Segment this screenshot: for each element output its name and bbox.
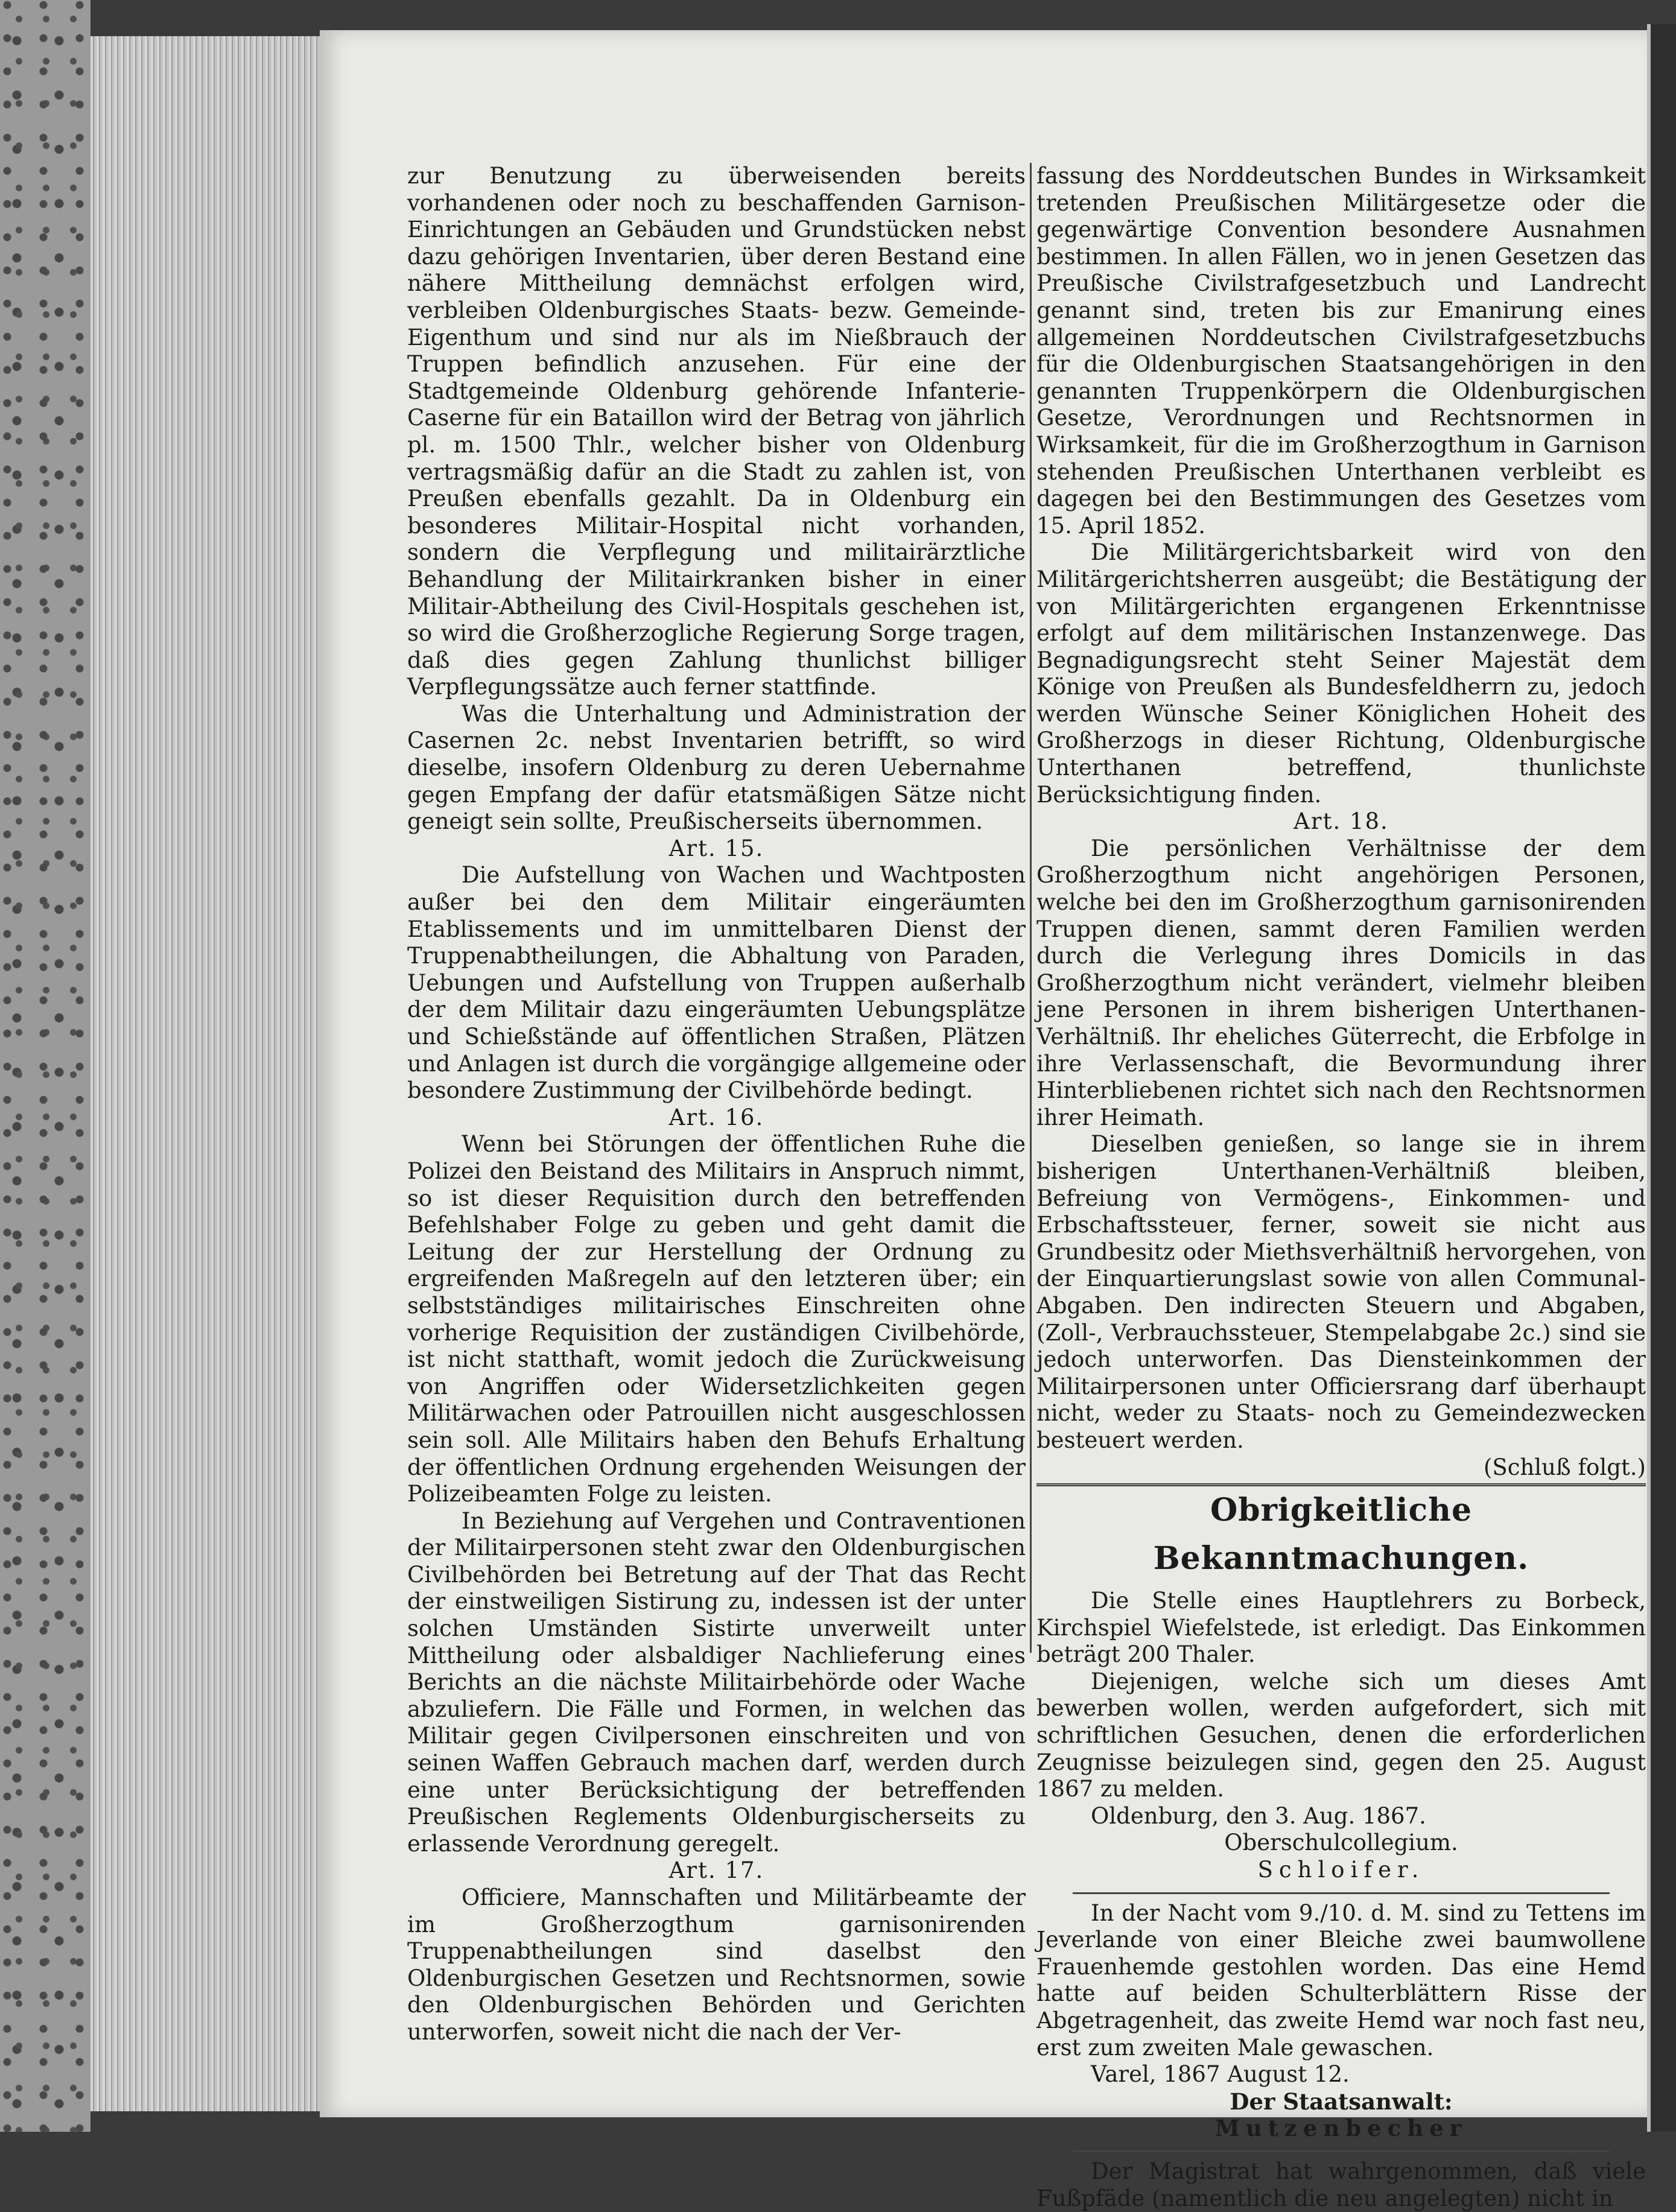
notice-authority: Oberschulcollegium.	[1224, 1830, 1458, 1856]
paragraph: In Beziehung auf Vergehen und Contraventionen der Militairpersonen steht zwar den Oldenburgischen Civilbehörden bei Betretung auf der That das Recht der einstweiligen Sistirung zu, indessen ist der unter solchen Umständen Sistirte unverweilt unter Mittheilung oder alsbaldiger Nachlieferung eines Berichts an die nächste Militairbehörde oder Wache abzuliefern. Die Fälle und Formen, in welchen das Militair gegen Civilpersonen einschreiten und von seinen Waffen Gebrauch machen darf, werden durch eine unter Berücksichtigung der betreffenden Preußischen Reglements Oldenburgischerseits zu erlassende Verordnung geregelt.	[407, 1507, 1026, 1857]
column-divider	[1030, 163, 1032, 1653]
notice-separator	[1073, 1892, 1610, 1894]
article-heading: Art. 18.	[1294, 808, 1389, 835]
paragraph: Die Aufstellung von Wachen und Wachtposten außer bei den dem Militair eingeräumten Etablissements und im unmittelbaren Dienst der Truppenabtheilungen, die Abhaltung von Paraden, Uebungen und Aufstellung von Truppen außerhalb der dem Militair dazu eingeräumten Uebungsplätze und Schießstände auf öffentlichen Straßen, Plätzen und Anlagen ist durch die vorgängige allgemeine oder besondere Zustimmung der Civilbehörde bedingt.	[407, 862, 1026, 1104]
notice-place-date: Varel, 1867 August 12.	[1091, 2061, 1350, 2088]
paragraph: Wenn bei Störungen der öffentlichen Ruhe die Polizei den Beistand des Militairs in Anspruch nimmt, so ist dieser Requisition durch den betreffenden Befehlshaber Folge zu geben und geht damit die Leitung der zur Herstellung der Ordnung zu ergreifenden Maßregeln auf den letzteren über; ein selbstständiges militairisches Einschreiten ohne vorherige Requisition der zuständigen Civilbehörde, ist nicht statthaft, womit jedoch die Zurückweisung von Angriffen oder Widersetzlichkeiten gegen Militärwachen oder Patrouillen nicht ausgeschlossen sein soll. Alle Militairs haben den Behufs Erhaltung der öffentlichen Ordnung ergehenden Weisungen der Polizeibeamten Folge zu leisten.	[407, 1131, 1026, 1507]
notice-authority: Der Staatsanwalt:	[1230, 2088, 1453, 2115]
paragraph: Was die Unterhaltung und Administration der Casernen 2c. nebst Inventarien betrifft, so wird dieselbe, insofern Oldenburg zu deren Uebernahme gegen Empfang der dafür etatsmäßigen Sätze nicht geneigt sein sollte, Preußischerseits übernommen.	[407, 700, 1026, 835]
paragraph: Die persönlichen Verhältnisse der dem Großherzogthum nicht angehörigen Personen, welche bei den im Großherzogthum garnisonirenden Truppen dienen, sammt deren Familien werden durch die Verlegung ihres Domicils in das Großherzogthum nicht verändert, vielmehr bleiben jene Personen in ihrem bisherigen Unterthanen-Verhältniß. Ihr eheliches Güterrecht, die Erbfolge in ihre Verlassenschaft, die Bevormundung ihrer Hinterbliebenen richtet sich nach den Rechtsnormen ihrer Heimath.	[1036, 835, 1646, 1130]
section-heading: Obrigkeitliche Bekanntmachungen.	[1036, 1483, 1646, 1583]
paragraph: fassung des Norddeutschen Bundes in Wirksamkeit tretenden Preußischen Militärgesetze oder die gegenwärtige Convention besondere Ausnahmen bestimmen. In allen Fällen, wo in jenen Gesetzen das Preußische Civilstrafgesetzbuch und Landrecht genannt sind, treten bis zur Emanirung eines allgemeinen Norddeutschen Civilstrafgesetzbuchs für die Oldenburgischen Staatsangehörigen in den genannten Truppenkörpern die Oldenburgischen Gesetze, Verordnungen und Rechtsnormen in Wirksamkeit, für die im Großherzogthum in Garnison stehenden Preußischen Unterthanen verbleibt es dagegen bei den Bestimmungen des Gesetzes vom 15. April 1852.	[1036, 163, 1646, 539]
right-column	[1036, 163, 1646, 2211]
paragraph: Officiere, Mannschaften und Militärbeamte der im Großherzogthum garnisonirenden Truppenabtheilungen sind daselbst den Oldenburgischen Gesetzen und Rechtsnormen, sowie den Oldenburgischen Behörden und Gerichten unterworfen, soweit nicht die nach der Ver-	[407, 1884, 1026, 2045]
book-spine	[0, 0, 90, 2132]
article-heading: Art. 17.	[668, 1857, 764, 1884]
left-column	[407, 163, 1026, 2081]
notice-separator	[1073, 2150, 1610, 2152]
notice-signature: Mutzenbecher	[1214, 2115, 1468, 2142]
notice-paragraph: In der Nacht vom 9./10. d. M. sind zu Tettens im Jeverlande von einer Bleiche zwei baumwollene Frauenhemde gestohlen worden. Das eine Hemd hatte auf beiden Schulterblättern Risse der Abgetragenheit, das zweite Hemd war noch fast neu, erst zum zweiten Male gewaschen.	[1036, 1900, 1646, 2061]
notice-signature: Schloifer.	[1257, 1857, 1425, 1883]
notice-paragraph: Diejenigen, welche sich um dieses Amt bewerben wollen, werden aufgefordert, sich mit schriftlichen Gesuchen, denen die erforderlichen Zeugnisse beizulegen sind, gegen den 25. August 1867 zu melden.	[1036, 1668, 1646, 1802]
paragraph: Dieselben genießen, so lange sie in ihrem bisherigen Unterthanen-Verhältniß bleiben, Befreiung von Vermögens-, Einkommen- und Erbschaftssteuer, ferner, soweit sie nicht aus Grundbesitz oder Miethsverhältniß hervorgehen, von der Einquartierungslast sowie von allen Communal-Abgaben. Den indirecten Steuern und Abgaben, (Zoll-, Verbrauchssteuer, Stempelabgabe 2c.) sind sie jedoch unterworfen. Das Diensteinkommen der Militairpersonen unter Officiersrang darf überhaupt nicht, weder zu Staats- noch zu Gemeindezwecken besteuert werden.	[1036, 1131, 1646, 1453]
paragraph: zur Benutzung zu überweisenden bereits vorhandenen oder noch zu beschaffenden Garnison-Einrichtungen an Gebäuden und Grundstücken nebst dazu gehörigen Inventarien, über deren Bestand eine nähere Mittheilung demnächst erfolgen wird, verbleiben Oldenburgisches Staats- bezw. Gemeinde-Eigenthum und sind nur als im Nießbrauch der Truppen befindlich anzusehen. Für eine der Stadtgemeinde Oldenburg gehörende Infanterie-Caserne für ein Bataillon wird der Betrag von jährlich pl. m. 1500 Thlr., welcher bisher von Oldenburg vertragsmäßig dafür an die Stadt zu zahlen ist, von Preußen ebenfalls gezahlt. Da in Oldenburg ein besonderes Militair-Hospital nicht vorhanden, sondern die Verpflegung und militairärztliche Behandlung der Militairkranken bisher in einer Militair-Abtheilung des Civil-Hospitals geschehen ist, so wird die Großherzogliche Regierung Sorge tragen, daß dies gegen Zahlung thunlichst billiger Verpflegungssätze auch ferner stattfinde.	[407, 163, 1026, 700]
page-edges	[90, 36, 322, 2111]
article-heading: Art. 16.	[668, 1104, 764, 1130]
continuation-note: (Schluß folgt.)	[1483, 1454, 1646, 1480]
paragraph: Die Militärgerichtsbarkeit wird von den Militärgerichtsherren ausgeübt; die Bestätigung der von Militärgerichten ergangenen Erkenntnisse erfolgt auf dem militärischen Instanzenwege. Das Begnadigungsrecht steht Seiner Majestät dem Könige von Preußen als Bundesfeldherrn zu, jedoch werden Wünsche Seiner Königlichen Hoheit des Großherzogs in dieser Richtung, Oldenburgische Unterthanen betreffend, thunlichste Berücksichtigung finden.	[1036, 539, 1646, 808]
notice-paragraph: Der Magistrat hat wahrgenommen, daß viele Fußpfäde (namentlich die neu angelegten) nicht in	[1036, 2158, 1646, 2211]
next-page-edge	[1647, 24, 1676, 2132]
notice-place-date: Oldenburg, den 3. Aug. 1867.	[1091, 1802, 1426, 1829]
article-heading: Art. 15.	[668, 835, 764, 861]
notice-paragraph: Die Stelle eines Hauptlehrers zu Borbeck, Kirchspiel Wiefelstede, ist erledigt. Das Einkommen beträgt 200 Thaler.	[1036, 1588, 1646, 1668]
